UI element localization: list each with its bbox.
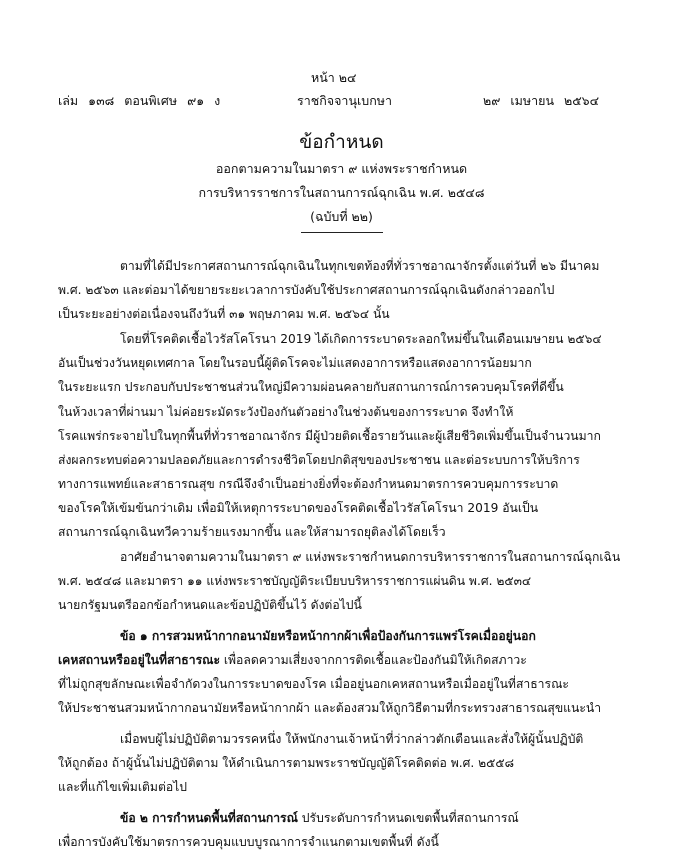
body-line: ที่ไม่ถูกสุขลักษณะเพื่อจำกัดวงในการระบาดของโรค เมื่ออยู่นอกเคหสถานหรือเมื่ออยู่ในที่สาธารณะ xyxy=(58,677,569,691)
body-line: พ.ศ. ๒๕๖๓ และต่อมาได้ขยายระยะเวลาการบังคับใช้ประกาศสถานการณ์ฉุกเฉินดังกล่าวออกไป xyxy=(58,283,555,297)
gazette-name: ราชกิจจานุเบกษา xyxy=(297,93,393,108)
clause-2-line xyxy=(120,810,519,826)
body-line: อันเป็นช่วงวันหยุดเทศกาล โดยในรอบนี้ผู้ติดโรคจะไม่แสดงอาการหรือแสดงอาการน้อยมาก xyxy=(58,356,532,370)
body-line: ในระยะแรก ประกอบกับประชาชนส่วนใหญ่มีความผ่อนคลายกับสถานการณ์การควบคุมโรคที่ดีขึ้น xyxy=(58,380,564,394)
title-line-2: การบริหารราชการในสถานการณ์ฉุกเฉิน พ.ศ. ๒๕๔๘ xyxy=(198,185,485,200)
body-line: ตามที่ได้มีประกาศสถานการณ์ฉุกเฉินในทุกเขตท้องที่ทั่วราชอาณาจักรตั้งแต่วันที่ ๒๖ มีนาคม xyxy=(120,259,600,273)
body-line: โดยที่โรคติดเชื้อไวรัสโคโรนา 2019 ได้เกิดการระบาดระลอกใหม่ขึ้นในเดือนเมษายน ๒๕๖๔ xyxy=(120,332,602,346)
body-line: ให้ประชาชนสวมหน้ากากอนามัยหรือหน้ากากผ้า และต้องสวมให้ถูกวิธีตามที่กระทรวงสาธารณสุขแนะนำ xyxy=(58,701,602,715)
body-line: ให้ถูกต้อง ถ้าผู้นั้นไม่ปฏิบัติตาม ให้ดำเนินการตามพระราชบัญญัติโรคติดต่อ พ.ศ. ๒๕๕๘ xyxy=(58,756,515,770)
body-line: ทางการแพทย์และสาธารณสุข กรณีจึงจำเป็นอย่างยิ่งที่จะต้องกำหนดมาตรการควบคุมการระบาด xyxy=(58,477,559,491)
title-divider xyxy=(301,232,383,233)
clause-1-line xyxy=(58,652,527,668)
volume-issue: เล่ม ๑๓๘ ตอนพิเศษ ๙๑ ง xyxy=(58,93,221,108)
clause-2-text: ปรับระดับการกำหนดเขตพื้นที่สถานการณ์ xyxy=(297,811,519,825)
body-line: อาศัยอำนาจตามความในมาตรา ๙ แห่งพระราชกำหนดการบริหารราชการในสถานการณ์ฉุกเฉิน xyxy=(120,550,621,564)
title-edition: (ฉบับที่ ๒๒) xyxy=(310,209,373,224)
body-line: นายกรัฐมนตรีออกข้อกำหนดและข้อปฏิบัติขึ้นไว้ ดังต่อไปนี้ xyxy=(58,598,362,612)
clause-1-heading-cont: เคหสถานหรืออยู่ในที่สาธารณะ xyxy=(58,653,220,667)
body-line: ในห้วงเวลาที่ผ่านมา ไม่ค่อยระมัดระวังป้องกันตัวอย่างในช่วงต้นของการระบาด จึงทำให้ xyxy=(58,405,514,419)
body-line: เมื่อพบผู้ไม่ปฏิบัติตามวรรคหนึ่ง ให้พนักงานเจ้าหน้าที่ว่ากล่าวตักเตือนและสั่งให้ผู้นั้นปฏิบัติ xyxy=(120,732,584,746)
body-line: โรคแพร่กระจายไปในทุกพื้นที่ทั่วราชอาณาจักร มีผู้ป่วยติดเชื้อรายวันและผู้เสียชีวิตเพิ่มขึ้นเป็นจำนวนมาก xyxy=(58,429,601,443)
publish-date: ๒๙ เมษายน ๒๕๖๔ xyxy=(483,93,600,108)
body-line: พ.ศ. ๒๕๔๘ และมาตรา ๑๑ แห่งพระราชบัญญัติระเบียบบริหารราชการแผ่นดิน พ.ศ. ๒๕๓๔ xyxy=(58,574,532,588)
clause-1-text: เพื่อลดความเสี่ยงจากการติดเชื้อและป้องกันมิให้เกิดสภาวะ xyxy=(219,653,527,667)
body-line: และที่แก้ไขเพิ่มเติมต่อไป xyxy=(58,780,188,794)
clause-1-heading: ข้อ ๑ การสวมหน้ากากอนามัยหรือหน้ากากผ้าเพื่อป้องกันการแพร่โรคเมื่ออยู่นอก xyxy=(120,629,536,643)
document-title: ข้อกำหนด xyxy=(299,131,384,153)
page-number: หน้า ๒๔ xyxy=(311,70,357,85)
title-line-1: ออกตามความในมาตรา ๙ แห่งพระราชกำหนด xyxy=(215,161,468,176)
clause-2-heading: ข้อ ๒ การกำหนดพื้นที่สถานการณ์ xyxy=(120,811,298,825)
body-line: ของโรคให้เข้มข้นกว่าเดิม เพื่อมิให้เหตุการระบาดของโรคติดเชื้อไวรัสโคโรนา 2019 อันเป็น xyxy=(58,501,539,515)
body-line: สถานการณ์ฉุกเฉินทวีความร้ายแรงมากขึ้น และให้สามารถยุติลงได้โดยเร็ว xyxy=(58,525,446,539)
body-line: เป็นระยะอย่างต่อเนื่องจนถึงวันที่ ๓๑ พฤษภาคม พ.ศ. ๒๕๖๔ นั้น xyxy=(58,307,390,321)
body-line: เพื่อการบังคับใช้มาตรการควบคุมแบบบูรณาการจำแนกตามเขตพื้นที่ ดังนี้ xyxy=(58,835,439,849)
body-line: ส่งผลกระทบต่อความปลอดภัยและการดำรงชีวิตโดยปกติสุขของประชาชน และต่อระบบการให้บริการ xyxy=(58,453,580,467)
